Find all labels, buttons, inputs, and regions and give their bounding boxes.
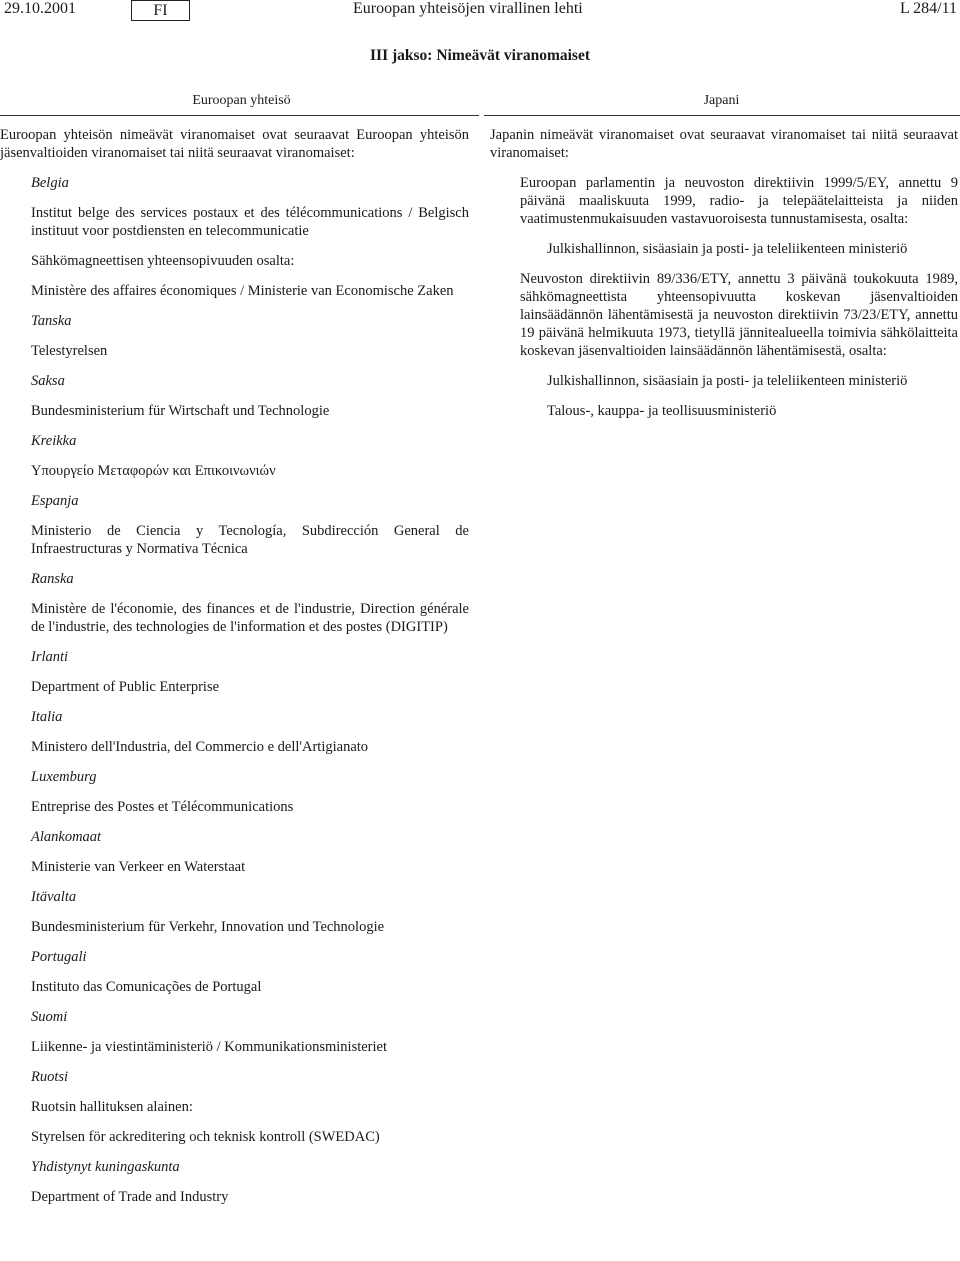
authority-itavalta: Bundesministerium für Verkehr, Innovation und Technologie [31,919,385,935]
left-heading-rule [0,115,479,116]
right-directive-1: Euroopan parlamentin ja neuvoston direktiivin 1999/5/EY, annettu 9 päivänä maaliskuuta 1999, radio- ja telepäätelaitteista ja niiden vaatimustenmukaisuuden vastavuoroisesta tunnustamisesta, osalta: [520,175,958,227]
right-directive-1-authority: Julkishallinnon, sisäasiain ja posti- ja teleliikenteen ministeriö [547,241,908,257]
country-tanska: Tanska [31,313,72,329]
right-directive-2: Neuvoston direktiivin 89/336/ETY, annettu 3 päivänä toukokuuta 1989, sähkömagneettista yhteensopivuutta koskevan jäsenvaltioiden lainsäädännön lähentämisestä ja neuvoston direktiivin 73/23/ETY, annettu 19 päivänä helmikuuta 1973, tietyllä jännitealueella toimivia sähkölaitteita koskevan jäsenvaltioiden lainsäädännön lähentämisestä, osalta: [520,271,958,359]
country-kreikka: Kreikka [31,433,77,449]
country-saksa: Saksa [31,373,65,389]
right-column-heading: Japani [703,93,740,108]
country-italia: Italia [31,709,63,725]
authority-united-kingdom: Department of Trade and Industry [31,1189,229,1205]
country-alankomaat: Alankomaat [31,829,102,845]
authority-irlanti: Department of Public Enterprise [31,679,220,695]
country-suomi: Suomi [31,1009,68,1025]
header-page-number: L 284/11 [899,0,957,17]
authority-belgia-1: Institut belge des services postaux et des télécommunications / Belgisch instituut voor postdiensten en telecommunicatie [31,205,469,239]
country-irlanti: Irlanti [31,649,69,665]
authority-luxemburg: Entreprise des Postes et Télécommunications [31,799,294,815]
right-directive-2-authority-1: Julkishallinnon, sisäasiain ja posti- ja teleliikenteen ministeriö [547,373,908,389]
authority-alankomaat: Ministerie van Verkeer en Waterstaat [31,859,246,875]
country-ranska: Ranska [31,571,74,587]
country-portugali: Portugali [31,949,87,965]
authority-espanja: Ministerio de Ciencia y Tecnología, Subdirección General de Infraestructuras y Normativa Técnica [31,523,469,557]
country-itavalta: Itävalta [31,889,77,905]
authority-saksa: Bundesministerium für Wirtschaft und Technologie [31,403,330,419]
right-column [490,126,958,432]
left-intro: Euroopan yhteisön nimeävät viranomaiset ovat seuraavat Euroopan yhteisön jäsenvaltioiden viranomaiset tai niitä seuraavat viranomaiset: [0,127,469,161]
authority-ruotsi-1: Ruotsin hallituksen alainen: [31,1099,193,1115]
right-intro: Japanin nimeävät viranomaiset ovat seuraavat viranomaiset tai niitä seuraavat viranomaiset: [490,127,958,161]
section-title: III jakso: Nimeävät viranomaiset [370,47,590,64]
authority-belgia-2: Sähkömagneettisen yhteensopivuuden osalta: [31,253,295,269]
header-language-box: FI [131,0,190,21]
authority-tanska: Telestyrelsen [31,343,108,359]
country-ruotsi: Ruotsi [31,1069,69,1085]
authority-belgia-3: Ministère des affaires économiques / Ministerie van Economische Zaken [31,283,454,299]
country-espanja: Espanja [31,493,79,509]
country-luxemburg: Luxemburg [31,769,97,785]
right-directive-2-authority-2: Talous-, kauppa- ja teollisuusministeriö [547,403,777,419]
authority-ranska: Ministère de l'économie, des finances et de l'industrie, Direction générale de l'industrie, des technologies de l'information et des postes (DIGITIP) [31,601,469,635]
country-belgia: Belgia [31,175,69,191]
authority-kreikka: Υπουργείο Μεταφορών και Επικοινωνιών [31,463,276,479]
authority-ruotsi-2: Styrelsen för ackreditering och teknisk kontroll (SWEDAC) [31,1129,380,1145]
country-united-kingdom: Yhdistynyt kuningaskunta [31,1159,180,1175]
right-heading-rule [484,115,960,116]
left-column [0,126,469,1218]
authority-portugali: Instituto das Comunicações de Portugal [31,979,262,995]
page-header [0,0,960,22]
authority-italia: Ministero dell'Industria, del Commercio e dell'Artigianato [31,739,369,755]
left-column-heading: Euroopan yhteisö [192,93,291,108]
header-date: 29.10.2001 [4,0,76,17]
header-journal-title: Euroopan yhteisöjen virallinen lehti [353,0,583,17]
authority-suomi: Liikenne- ja viestintäministeriö / Kommunikationsministeriet [31,1039,387,1055]
